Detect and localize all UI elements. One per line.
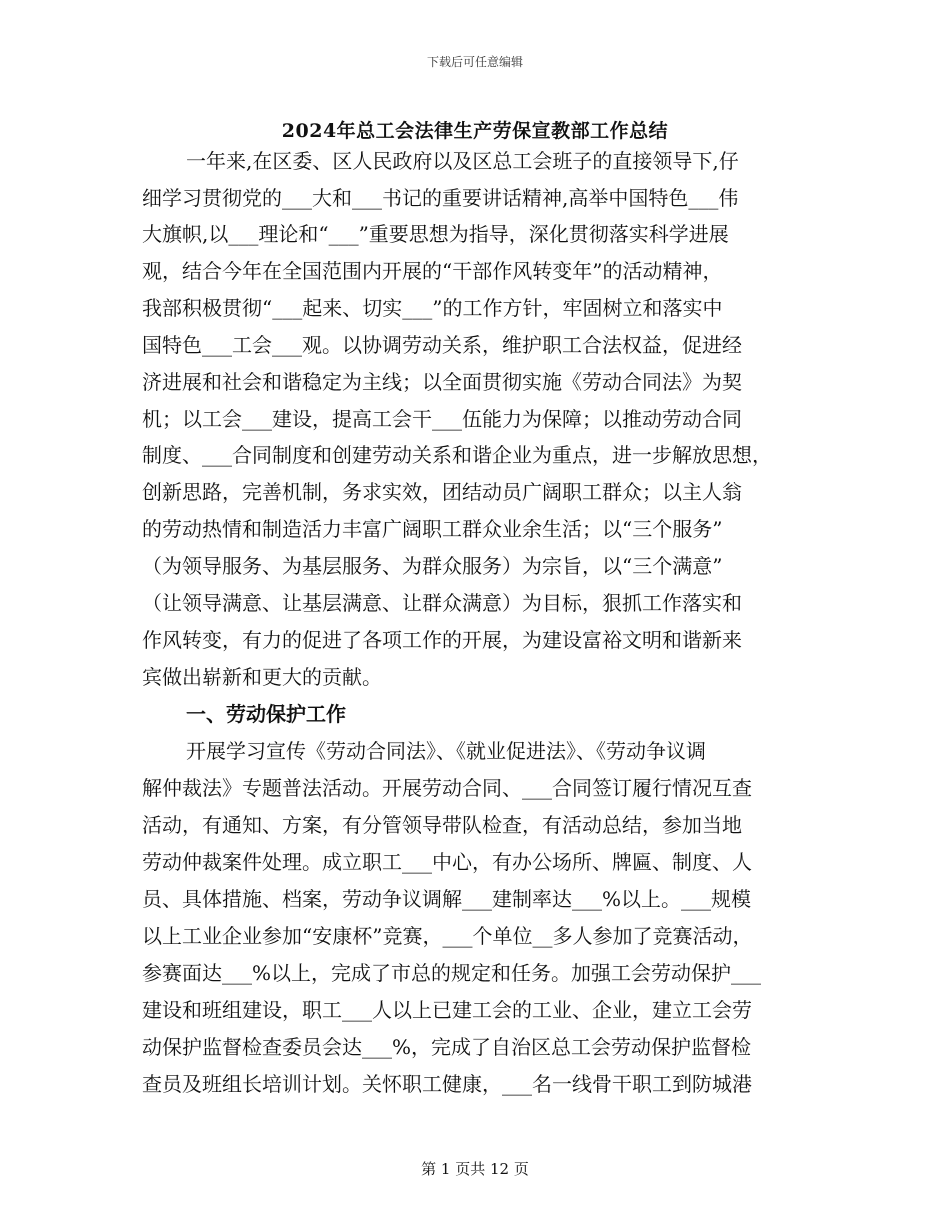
text-line: 动保护监督检查委员会达___%，完成了自治区总工会劳动保护监督检 [142,1035,752,1059]
text-line: 员、具体措施、档案，劳动争议调解___建制率达___%以上。___规模 [142,887,752,911]
text-line: 劳动仲裁案件处理。成立职工___中心，有办公场所、牌匾、制度、人 [142,850,752,874]
section-heading: 一、劳动保护工作 [186,702,346,726]
text-line: 作风转变，有力的促进了各项工作的开展，为建设富裕文明和谐新来 [142,628,742,652]
text-line: 宾做出崭新和更大的贡献。 [142,665,382,689]
text-line: （让领导满意、让基层满意、让群众满意）为目标，狠抓工作落实和 [142,591,742,615]
text-line: 的劳动热情和制造活力丰富广阔职工群众业余生活；以“三个服务” [142,517,723,541]
text-line: 开展学习宣传《劳动合同法》、《就业促进法》、《劳动争议调 [186,739,706,763]
text-line: 国特色___工会___观。以协调劳动关系，维护职工合法权益，促进经 [142,333,742,357]
text-line: 一年来,在区委、区人民政府以及区总工会班子的直接领导下,仔 [186,149,739,173]
text-line: （为领导服务、为基层服务、为群众服务）为宗旨，以“三个满意” [142,554,723,578]
header-note: 下载后可任意编辑 [426,55,523,69]
text-line: 参赛面达___%以上，完成了市总的规定和任务。加强工会劳动保护___ [142,961,762,985]
text-line: 制度、___合同制度和创建劳动关系和谐企业为重点，进一步解放思想， [142,443,772,467]
text-line: 查员及班组长培训计划。关怀职工健康，___名一线骨干职工到防城港 [142,1072,752,1096]
text-line: 解仲裁法》专题普法活动。开展劳动合同、___合同签订履行情况互查 [142,776,752,800]
text-line: 创新思路，完善机制，务求实效，团结动员广阔职工群众；以主人翁 [142,480,742,504]
text-line: 观，结合今年在全国范围内开展的“干部作风转变年”的活动精神， [142,259,723,283]
document-title: 2024年总工会法律生产劳保宣教部工作总结 [281,120,669,142]
text-line: 以上工业企业参加“安康杯”竞赛，___个单位__多人参加了竞赛活动， [142,924,753,948]
text-line: 济进展和社会和谐稳定为主线；以全面贯彻实施《劳动合同法》为契 [142,370,742,394]
text-line: 建设和班组建设，职工___人以上已建工会的工业、企业，建立工会劳 [142,998,752,1022]
text-line: 大旗帜,以___理论和“___”重要思想为指导，深化贯彻落实科学进展 [142,222,729,246]
text-line: 活动，有通知、方案，有分管领导带队检查，有活动总结，参加当地 [142,813,742,837]
page-number: 第 1 页共 12 页 [421,1160,529,1178]
text-line: 细学习贯彻党的___大和___书记的重要讲话精神,高举中国特色___伟 [142,186,739,210]
text-line: 机；以工会___建设，提高工会干___伍能力为保障；以推动劳动合同 [142,407,742,431]
text-line: 我部积极贯彻“___起来、切实___”的工作方针，牢固树立和落实中 [142,296,723,320]
